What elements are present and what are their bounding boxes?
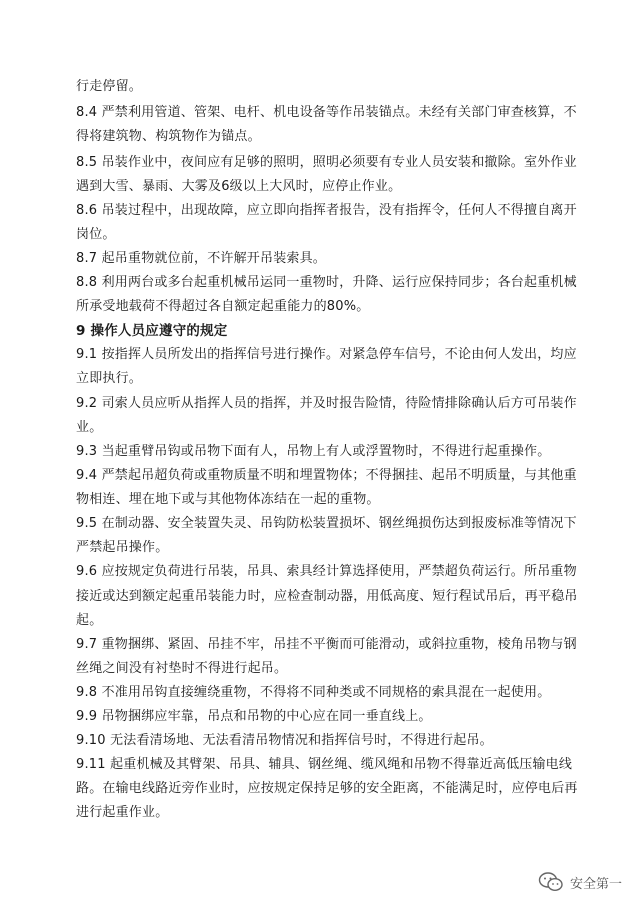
text-line: 遇到大雪、暴雨、大雾及6级以上大风时，应停止作业。 [76, 179, 402, 194]
text-line: 所承受地载荷不得超过各自额定起重能力的80%。 [76, 299, 370, 314]
text-line: 8.4 严禁利用管道、管架、电杆、机电设备等作吊装锚点。未经有关部门审查核算，不 [76, 105, 577, 120]
text-line: 9.11 起重机械及其臂架、吊具、辅具、钢丝绳、缆风绳和吊物不得靠近高低压输电线 [76, 757, 573, 772]
text-line: 8.6 吊装过程中，出现故障，应立即向指挥者报告，没有指挥令，任何人不得擅自离开 [76, 203, 577, 218]
text-line: 9.9 吊物捆绑应牢靠，吊点和吊物的中心应在同一垂直线上。 [76, 709, 432, 724]
text-line: 丝绳之间没有衬垫时不得进行起吊。 [76, 661, 288, 676]
text-line: 8.8 利用两台或多台起重机械吊运同一重物时，升降、运行应保持同步；各台起重机械 [76, 275, 577, 290]
text-line: 9.6 应按规定负荷进行吊装，吊具、索具经计算选择使用，严禁超负荷运行。所吊重物 [76, 564, 577, 579]
text-line: 接近或达到额定起重吊装能力时，应检查制动器，用低高度、短行程试吊后，再平稳吊 [76, 589, 578, 604]
text-line: 9.7 重物捆绑、紧固、吊挂不牢，吊挂不平衡而可能滑动，或斜拉重物，棱角吊物与钢 [76, 637, 577, 652]
text-line: 得将建筑物、构筑物作为锚点。 [76, 129, 261, 144]
text-line: 8.7 起吊重物就位前，不许解开吊装索具。 [76, 251, 327, 266]
text-line: 起。 [76, 613, 103, 628]
text-line: 岗位。 [76, 227, 116, 242]
text-line: 8.5 吊装作业中，夜间应有足够的照明，照明必须要有专业人员安装和撤除。室外作业 [76, 155, 577, 170]
text-line: 立即执行。 [76, 371, 143, 386]
text-line: 9.2 司索人员应听从指挥人员的指挥，并及时报告险情，待险情排除确认后方可吊装作 [76, 396, 577, 411]
text-line: 物相连、埋在地下或与其他物体冻结在一起的重物。 [76, 492, 380, 507]
text-line: 严禁起吊操作。 [76, 540, 169, 555]
text-line: 路。在输电线路近旁作业时，应按规定保持足够的安全距离，不能满足时，应停电后再 [76, 781, 578, 796]
text-line: 9.8 不准用吊钩直接缠绕重物，不得将不同种类或不同规格的索具混在一起使用。 [76, 685, 551, 700]
text-line: 9.10 无法看清场地、无法看清吊物情况和指挥信号时，不得进行起吊。 [76, 733, 493, 748]
text-line: 业。 [76, 420, 103, 435]
text-line: 9.1 按指挥人员所发出的指挥信号进行操作。对紧急停车信号，不论由何人发出，均应 [76, 347, 577, 362]
watermark-text: 安全第一 [569, 876, 622, 892]
wechat-icon [538, 871, 564, 893]
text-line: 9.5 在制动器、安全装置失灵、吊钩防松装置损坏、钢丝绳损伤达到报废标准等情况下 [76, 516, 577, 531]
text-line: 进行起重作业。 [76, 805, 169, 820]
text-line: 9.4 严禁起吊超负荷或重物质量不明和埋置物体；不得捆挂、起吊不明质量，与其他重 [76, 468, 577, 483]
text-line: 行走停留。 [76, 79, 143, 94]
text-line: 9.3 当起重臂吊钩或吊物下面有人，吊物上有人或浮置物时，不得进行起重操作。 [76, 444, 551, 459]
watermark [538, 871, 622, 893]
section-heading: 9 操作人员应遵守的规定 [76, 323, 228, 339]
